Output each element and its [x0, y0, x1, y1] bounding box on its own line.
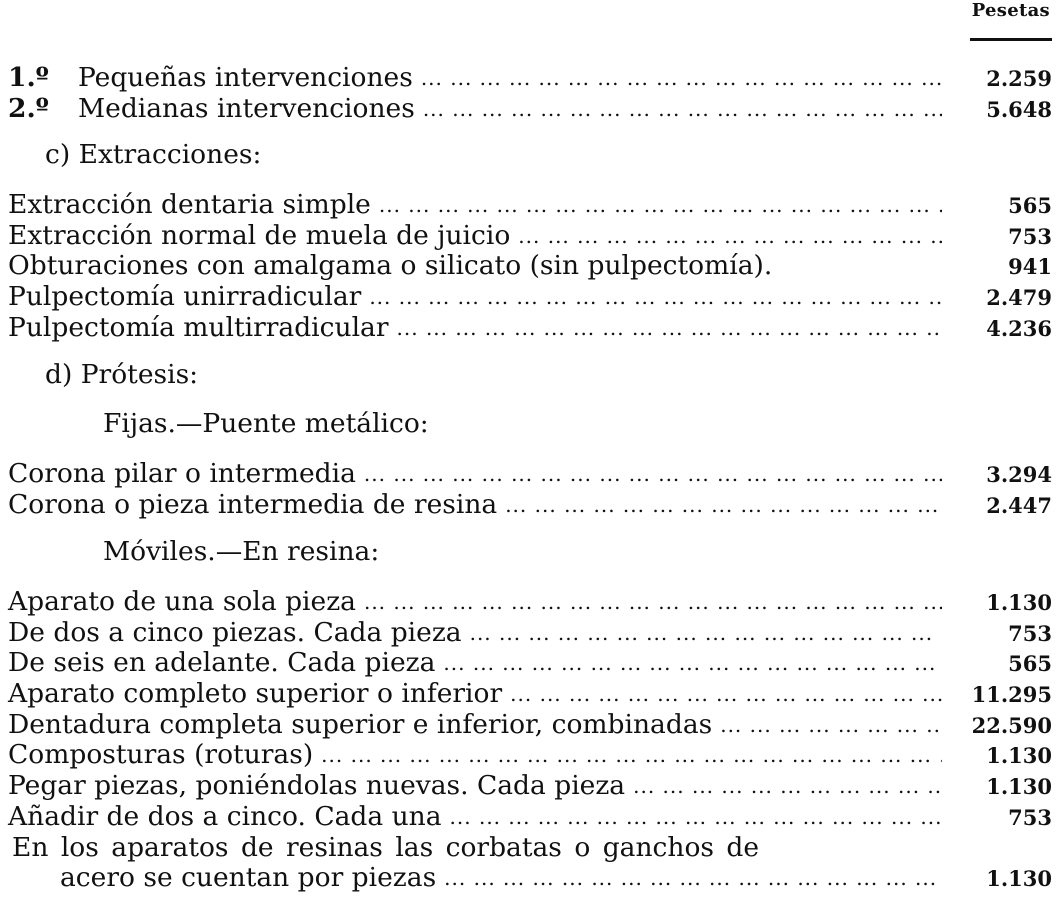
- table-row: [8, 708, 1052, 742]
- row-value: 2.447: [986, 493, 1052, 518]
- row-label: Aparato de una sola pieza: [8, 586, 356, 617]
- row-label: Corona o pieza intermedia de resina: [8, 489, 498, 520]
- row-value: 2.259: [986, 66, 1052, 91]
- dot-leader: [435, 646, 942, 680]
- section-heading-protesis: d) Prótesis:: [45, 359, 199, 390]
- row-value: 941: [1008, 254, 1052, 279]
- row-value: 22.590: [971, 713, 1052, 738]
- row-label: En los aparatos de resinas las corbatas o ganchos de: [12, 832, 760, 863]
- dot-leader: [413, 61, 942, 95]
- column-header-pesetas: Pesetas: [971, 0, 1050, 21]
- table-row: [8, 188, 1052, 222]
- row-value: 1.130: [986, 743, 1052, 768]
- row-label: Añadir de dos a cinco. Cada una: [8, 801, 442, 832]
- dot-leader: [625, 769, 942, 803]
- row-value: 5.648: [986, 97, 1052, 122]
- dot-leader: [712, 708, 942, 742]
- table-row: [8, 311, 1052, 345]
- row-value: 565: [1008, 193, 1052, 218]
- row-label: De seis en adelante. Cada pieza: [8, 647, 436, 678]
- dot-leader: [313, 738, 942, 772]
- row-label: Extracción normal de muela de juicio: [8, 220, 511, 251]
- row-label: Pulpectomía multirradicular: [8, 312, 389, 343]
- dot-leader: [497, 488, 942, 522]
- table-row: [8, 800, 1052, 834]
- row-value: 11.295: [971, 682, 1052, 707]
- row-label: acero se cuentan por piezas: [60, 862, 437, 893]
- dot-leader: [510, 219, 942, 253]
- row-value: 1.130: [986, 774, 1052, 799]
- row-label: Pegar piezas, poniéndolas nuevas. Cada pieza: [8, 770, 626, 801]
- row-label: Pequeñas intervenciones: [78, 62, 413, 93]
- dot-leader: [415, 92, 942, 126]
- dot-leader: [442, 800, 942, 834]
- table-row: [8, 769, 1052, 803]
- row-label: Pulpectomía unirradicular: [8, 281, 362, 312]
- table-row: [8, 677, 1052, 711]
- row-value: 1.130: [986, 866, 1052, 891]
- row-value: 753: [1008, 805, 1052, 830]
- table-row: [8, 616, 1052, 650]
- table-row: [60, 861, 1052, 895]
- dot-leader: [462, 616, 942, 650]
- dot-leader: [389, 311, 942, 345]
- row-label: Composturas (roturas): [8, 739, 314, 770]
- row-label: De dos a cinco piezas. Cada pieza: [8, 617, 462, 648]
- ordinal: 2.º: [8, 93, 49, 124]
- table-row-continued: [12, 831, 1052, 865]
- section-heading-extracciones: c) Extracciones:: [45, 139, 262, 170]
- row-label: Corona pilar o intermedia: [8, 458, 356, 489]
- table-row: [8, 585, 1052, 619]
- row-value: 565: [1008, 651, 1052, 676]
- dot-leader: [371, 188, 942, 222]
- row-label: Extracción dentaria simple: [8, 189, 371, 220]
- table-row: [8, 249, 1052, 283]
- row-value: 4.236: [986, 316, 1052, 341]
- table-row: [8, 457, 1052, 491]
- dot-leader: [361, 280, 942, 314]
- row-value: 2.479: [986, 285, 1052, 310]
- row-value: 753: [1008, 224, 1052, 249]
- row-label: Obturaciones con amalgama o silicato (sin pulpectomía).: [8, 250, 773, 281]
- dot-leader: [356, 585, 942, 619]
- table-row: [8, 738, 1052, 772]
- row-value: 3.294: [986, 462, 1052, 487]
- subheading-moviles: Móviles.—En resina:: [103, 536, 380, 567]
- dot-leader: [436, 861, 942, 895]
- subheading-fijas: Fijas.—Puente metálico:: [103, 408, 429, 439]
- row-value: 753: [1008, 621, 1052, 646]
- header-rule: [970, 38, 1052, 41]
- table-row: [8, 92, 1052, 126]
- row-value: 1.130: [986, 590, 1052, 615]
- dot-leader: [356, 457, 942, 491]
- table-row: [8, 280, 1052, 314]
- table-row: [8, 488, 1052, 522]
- row-label: Dentadura completa superior e inferior, combinadas: [8, 709, 713, 740]
- row-label: Aparato completo superior o inferior: [8, 678, 503, 709]
- table-row: [8, 61, 1052, 95]
- dot-leader: [502, 677, 942, 711]
- row-label: Medianas intervenciones: [78, 93, 415, 124]
- ordinal: 1.º: [8, 62, 49, 93]
- table-row: [8, 219, 1052, 253]
- table-row: [8, 646, 1052, 680]
